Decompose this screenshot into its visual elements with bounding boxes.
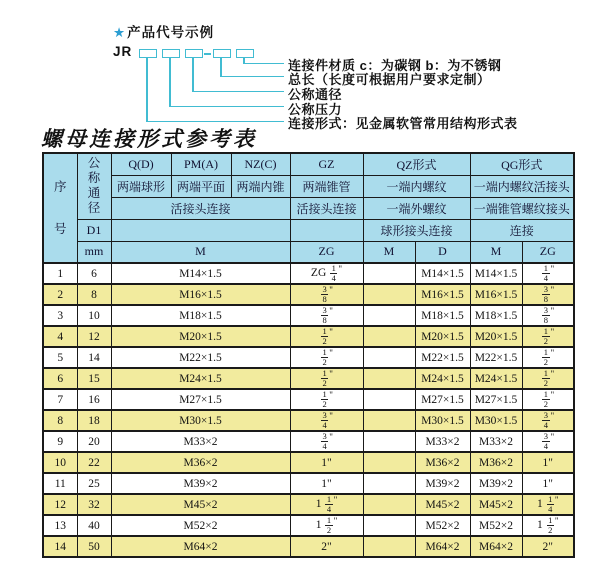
code-dash xyxy=(204,53,211,55)
cell-qz-d: M16×1.5 xyxy=(415,284,470,305)
table-row xyxy=(43,473,574,494)
header-col-q: Q(D) xyxy=(111,153,171,175)
header-qz-desc2: 一端外螺纹 xyxy=(363,197,470,219)
header-nz-desc: 两端内锥 xyxy=(231,175,290,197)
callout-label-material: 连接件材质 c：为碳钢 b：为不锈钢 xyxy=(288,58,502,73)
cell-qz-d: M24×1.5 xyxy=(415,368,470,389)
callout-line-horizontal xyxy=(220,76,284,78)
cell-qg-zg: $\frac{1}{2}$ " xyxy=(522,326,574,347)
table-row xyxy=(43,494,574,515)
cell-m: M36×2 xyxy=(111,452,290,473)
cell-qz-d: M45×2 xyxy=(415,494,470,515)
cell-qz-d: M18×1.5 xyxy=(415,305,470,326)
cell-m: M18×1.5 xyxy=(111,305,290,326)
cell-gz-zg: 2" xyxy=(290,536,363,557)
nut-connection-table xyxy=(42,152,575,558)
cell-qg-zg: 2" xyxy=(522,536,574,557)
header-qz-desc1: 一端内螺纹 xyxy=(363,175,470,197)
header-col-qg: QG形式 xyxy=(470,153,574,175)
cell-m: M30×1.5 xyxy=(111,410,290,431)
header-pm-desc: 两端平面 xyxy=(171,175,231,197)
cell-gz-zg: ZG $\frac{1}{4}$ " xyxy=(290,263,363,284)
header-gz-desc: 两端锥管 xyxy=(290,175,363,197)
cell-m: M14×1.5 xyxy=(111,263,290,284)
callout-line-vertical xyxy=(192,58,194,92)
code-box-4 xyxy=(213,49,231,58)
diagram-title xyxy=(113,21,214,41)
cell-m: M24×1.5 xyxy=(111,368,290,389)
table-row xyxy=(43,515,574,536)
header-gz-conn: 活接头连接 xyxy=(290,197,363,219)
cell-qz-m xyxy=(363,515,415,536)
header-m-span: M xyxy=(111,241,290,263)
cell-qz-d: M27×1.5 xyxy=(415,389,470,410)
header-blank-m xyxy=(111,219,290,241)
cell-qg-zg: $\frac{1}{4}$ " xyxy=(522,263,574,284)
header-qz-d: D xyxy=(415,241,470,263)
cell-qz-d: M36×2 xyxy=(415,452,470,473)
cell-no: 1 xyxy=(43,263,77,284)
cell-dn: 8 xyxy=(77,284,111,305)
cell-m: M27×1.5 xyxy=(111,389,290,410)
cell-qg-zg: $\frac{3}{8}$ " xyxy=(522,305,574,326)
cell-dn: 12 xyxy=(77,326,111,347)
cell-gz-zg: 1 $\frac{1}{4}$ " xyxy=(290,494,363,515)
cell-dn: 16 xyxy=(77,389,111,410)
cell-qz-m xyxy=(363,494,415,515)
header-col-gz: GZ xyxy=(290,153,363,175)
cell-m: M39×2 xyxy=(111,473,290,494)
callout-line-vertical xyxy=(146,58,148,122)
cell-qz-m xyxy=(363,431,415,452)
cell-qz-d: M30×1.5 xyxy=(415,410,470,431)
cell-qg-zg: $\frac{3}{4}$ " xyxy=(522,431,574,452)
code-box-1 xyxy=(139,49,157,58)
header-seq: 序号 xyxy=(43,153,77,263)
header-dn: 公称通径 xyxy=(77,153,111,219)
callout-line-vertical xyxy=(169,58,171,107)
cell-dn: 10 xyxy=(77,305,111,326)
cell-qg-m: M16×1.5 xyxy=(470,284,522,305)
cell-qz-d: M52×2 xyxy=(415,515,470,536)
header-gz-zg: ZG xyxy=(290,241,363,263)
table-row xyxy=(43,431,574,452)
table-header xyxy=(43,153,574,263)
cell-qz-m xyxy=(363,263,415,284)
header-col-qz: QZ形式 xyxy=(363,153,470,175)
cell-qz-d: M14×1.5 xyxy=(415,263,470,284)
cell-m: M52×2 xyxy=(111,515,290,536)
header-qg-conn: 连接 xyxy=(470,219,574,241)
cell-gz-zg: $\frac{1}{2}$ " xyxy=(290,368,363,389)
cell-no: 3 xyxy=(43,305,77,326)
cell-qz-d: M33×2 xyxy=(415,431,470,452)
cell-no: 2 xyxy=(43,284,77,305)
cell-gz-zg: $\frac{1}{2}$ " xyxy=(290,389,363,410)
header-qg-desc1: 一端内螺纹活接头 xyxy=(470,175,574,197)
cell-qz-m xyxy=(363,326,415,347)
star-icon: ★ xyxy=(113,25,127,40)
cell-gz-zg: 1 $\frac{1}{2}$ " xyxy=(290,515,363,536)
cell-qz-d: M20×1.5 xyxy=(415,326,470,347)
header-union-conn: 活接头连接 xyxy=(111,197,290,219)
cell-qg-m: M52×2 xyxy=(470,515,522,536)
header-qg-m: M xyxy=(470,241,522,263)
cell-qg-zg: 1 $\frac{1}{4}$ " xyxy=(522,494,574,515)
table-row xyxy=(43,326,574,347)
cell-m: M33×2 xyxy=(111,431,290,452)
header-col-pm: PM(A) xyxy=(171,153,231,175)
cell-gz-zg: $\frac{1}{2}$ " xyxy=(290,326,363,347)
cell-no: 8 xyxy=(43,410,77,431)
callout-label-diameter: 公称通径 xyxy=(288,87,343,102)
cell-qz-m xyxy=(363,473,415,494)
cell-qg-m: M64×2 xyxy=(470,536,522,557)
table-row xyxy=(43,284,574,305)
cell-dn: 20 xyxy=(77,431,111,452)
cell-dn: 32 xyxy=(77,494,111,515)
cell-qz-m xyxy=(363,368,415,389)
header-qz-m: M xyxy=(363,241,415,263)
code-box-5 xyxy=(236,49,254,58)
cell-qg-m: M36×2 xyxy=(470,452,522,473)
callout-label-connection: 连接形式：见金属软管常用结构形式表 xyxy=(288,116,518,131)
cell-dn: 25 xyxy=(77,473,111,494)
cell-qz-m xyxy=(363,389,415,410)
cell-qg-m: M14×1.5 xyxy=(470,263,522,284)
cell-qg-m: M22×1.5 xyxy=(470,347,522,368)
cell-qz-d: M64×2 xyxy=(415,536,470,557)
cell-qz-m xyxy=(363,410,415,431)
cell-qg-m: M20×1.5 xyxy=(470,326,522,347)
cell-no: 13 xyxy=(43,515,77,536)
cell-qz-d: M22×1.5 xyxy=(415,347,470,368)
cell-no: 11 xyxy=(43,473,77,494)
cell-qg-zg: $\frac{1}{2}$ " xyxy=(522,389,574,410)
cell-qg-m: M18×1.5 xyxy=(470,305,522,326)
cell-m: M22×1.5 xyxy=(111,347,290,368)
cell-dn: 6 xyxy=(77,263,111,284)
cell-qz-m xyxy=(363,347,415,368)
cell-qg-m: M45×2 xyxy=(470,494,522,515)
cell-qg-zg: 1 $\frac{1}{2}$ " xyxy=(522,515,574,536)
cell-dn: 15 xyxy=(77,368,111,389)
cell-dn: 18 xyxy=(77,410,111,431)
cell-qz-m xyxy=(363,452,415,473)
cell-qg-m: M33×2 xyxy=(470,431,522,452)
callout-line-horizontal xyxy=(146,121,284,123)
cell-qg-zg: $\frac{1}{2}$ " xyxy=(522,368,574,389)
header-mm: mm xyxy=(77,241,111,263)
header-q-desc: 两端球形 xyxy=(111,175,171,197)
cell-no: 6 xyxy=(43,368,77,389)
cell-qg-m: M39×2 xyxy=(470,473,522,494)
cell-m: M64×2 xyxy=(111,536,290,557)
table-row xyxy=(43,347,574,368)
cell-qz-m xyxy=(363,305,415,326)
cell-dn: 50 xyxy=(77,536,111,557)
table-row xyxy=(43,263,574,284)
cell-dn: 22 xyxy=(77,452,111,473)
cell-no: 14 xyxy=(43,536,77,557)
callout-label-length: 总长（长度可根据用户要求定制） xyxy=(288,72,491,87)
cell-qg-zg: $\frac{3}{4}$ " xyxy=(522,410,574,431)
cell-dn: 40 xyxy=(77,515,111,536)
header-qg-zg: ZG xyxy=(522,241,574,263)
cell-qz-m xyxy=(363,284,415,305)
callout-line-vertical xyxy=(220,58,222,77)
cell-qg-m: M30×1.5 xyxy=(470,410,522,431)
cell-qg-zg: 1" xyxy=(522,473,574,494)
code-box-2 xyxy=(162,49,180,58)
cell-gz-zg: $\frac{3}{8}$ " xyxy=(290,284,363,305)
cell-qg-m: M24×1.5 xyxy=(470,368,522,389)
cell-no: 9 xyxy=(43,431,77,452)
cell-qz-m xyxy=(363,536,415,557)
cell-no: 10 xyxy=(43,452,77,473)
cell-no: 5 xyxy=(43,347,77,368)
cell-m: M45×2 xyxy=(111,494,290,515)
table-row xyxy=(43,389,574,410)
cell-no: 7 xyxy=(43,389,77,410)
cell-gz-zg: $\frac{3}{4}$ " xyxy=(290,410,363,431)
cell-gz-zg: $\frac{3}{8}$ " xyxy=(290,305,363,326)
cell-no: 12 xyxy=(43,494,77,515)
cell-gz-zg: 1" xyxy=(290,452,363,473)
callout-label-pressure: 公称压力 xyxy=(288,102,343,117)
header-blank-gz xyxy=(290,219,363,241)
table-row xyxy=(43,368,574,389)
header-col-nz: NZ(C) xyxy=(231,153,290,175)
cell-dn: 14 xyxy=(77,347,111,368)
callout-line-horizontal xyxy=(169,106,284,108)
table-row xyxy=(43,305,574,326)
cell-qg-zg: 1" xyxy=(522,452,574,473)
cell-gz-zg: $\frac{3}{4}$ " xyxy=(290,431,363,452)
cell-qg-zg: $\frac{1}{2}$ " xyxy=(522,347,574,368)
code-box-3 xyxy=(185,49,203,58)
table-title: 螺母连接形式参考表 xyxy=(41,127,257,151)
cell-qg-m: M27×1.5 xyxy=(470,389,522,410)
table-row xyxy=(43,536,574,557)
diagram-title-text: 产品代号示例 xyxy=(127,25,215,40)
callout-line-horizontal xyxy=(243,63,284,65)
code-prefix: JR xyxy=(113,44,133,59)
cell-m: M16×1.5 xyxy=(111,284,290,305)
table-body xyxy=(43,263,574,557)
cell-qg-zg: $\frac{3}{8}$ " xyxy=(522,284,574,305)
table-row xyxy=(43,410,574,431)
table-row xyxy=(43,452,574,473)
header-qg-desc2: 一端锥管螺纹接头 xyxy=(470,197,574,219)
cell-no: 4 xyxy=(43,326,77,347)
cell-gz-zg: $\frac{1}{2}$ " xyxy=(290,347,363,368)
header-d1: D1 xyxy=(77,219,111,241)
cell-qz-d: M39×2 xyxy=(415,473,470,494)
cell-m: M20×1.5 xyxy=(111,326,290,347)
cell-gz-zg: 1" xyxy=(290,473,363,494)
header-qz-conn: 球形接头连接 xyxy=(363,219,470,241)
callout-line-horizontal xyxy=(192,91,284,93)
